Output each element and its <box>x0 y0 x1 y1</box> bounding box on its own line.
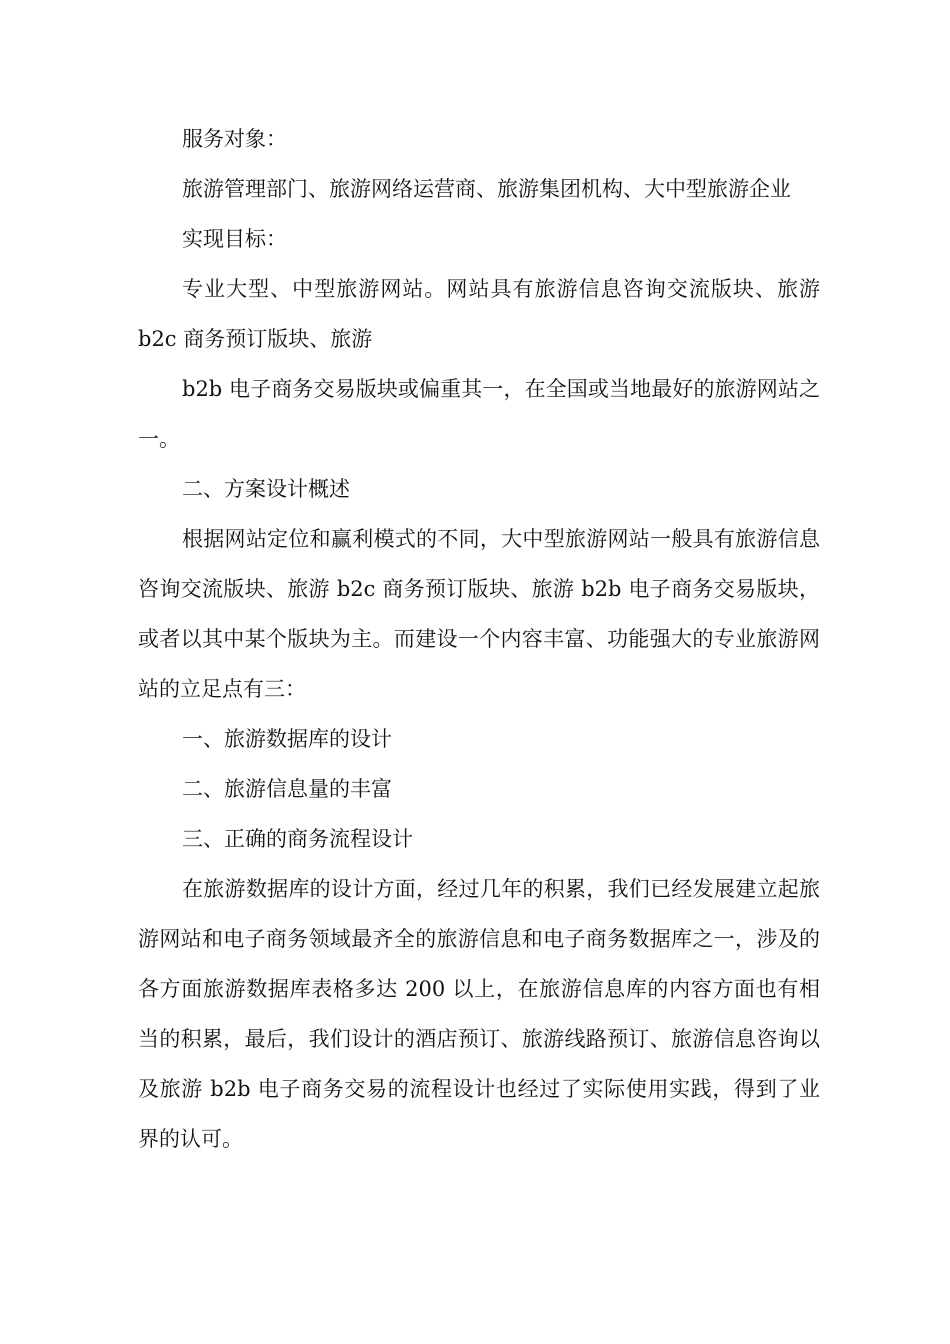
paragraph-service-target-list: 旅游管理部门、旅游网络运营商、旅游集团机构、大中型旅游企业 <box>182 177 791 201</box>
list-item-business-process: 三、正确的商务流程设计 <box>182 827 413 851</box>
paragraph-service-target-heading: 服务对象： <box>182 127 287 151</box>
section-heading-design-overview: 二、方案设计概述 <box>182 477 350 501</box>
document-body <box>138 114 820 1164</box>
paragraph-database-accumulation: 在旅游数据库的设计方面，经过几年的积累，我们已经发展建立起旅游网站和电子商务领域最齐全的旅游信息和电子商务数据库之一，涉及的各方面旅游数据库表格多达 200 以上，在旅游信息库的内容方面也有相当的积累，最后，我们设计的酒店预订、旅游线路预订、旅游信息咨询以及旅游 b2b 电子商务交易的流程设计也经过了实际使用实践，得到了业界的认可。 <box>138 877 820 1151</box>
paragraph-design-overview: 根据网站定位和赢利模式的不同，大中型旅游网站一般具有旅游信息咨询交流版块、旅游 b2c 商务预订版块、旅游 b2b 电子商务交易版块，或者以其中某个版块为主。而建设一个内容丰富、功能强大的专业旅游网站的立足点有三： <box>138 527 820 701</box>
paragraph-goal-description: 专业大型、中型旅游网站。网站具有旅游信息咨询交流版块、旅游 b2c 商务预订版块、旅游 <box>138 277 820 351</box>
list-item-database-design: 一、旅游数据库的设计 <box>182 727 392 751</box>
paragraph-goal-description-continued: b2b 电子商务交易版块或偏重其一，在全国或当地最好的旅游网站之一。 <box>138 377 820 451</box>
paragraph-goal-heading: 实现目标： <box>182 227 287 251</box>
list-item-information-richness: 二、旅游信息量的丰富 <box>182 777 392 801</box>
